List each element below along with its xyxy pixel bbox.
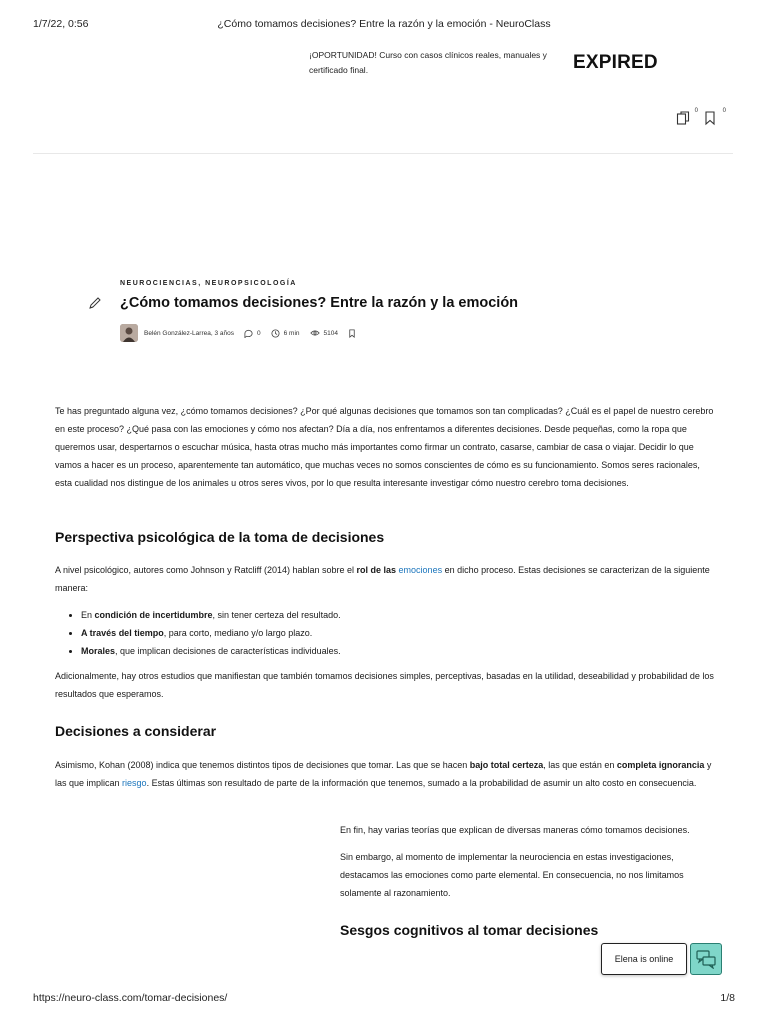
list-item: • Morales, que implican decisiones de características individuales.: [81, 642, 743, 660]
print-url: https://neuro-class.com/tomar-decisiones/: [33, 992, 228, 1004]
kohan-paragraph: Asimismo, Kohan (2008) indica que tenemos distintos tipos de decisiones que tomar. Las que se hacen bajo total certeza, las que están en completa ignorancia y las que implican riesgo. Estas últimas son resultado de parte de la información que tenemos, sumado a la probabilidad de asumir un alto costo en consecuencia.: [55, 760, 712, 788]
list-item: • En condición de incertidumbre, sin tener certeza del resultado.: [81, 606, 743, 624]
riesgo-link[interactable]: riesgo: [122, 778, 147, 788]
list-item: • A través del tiempo, para corto, mediano y/o largo plazo.: [81, 624, 743, 642]
pencil-icon: [88, 296, 102, 310]
p2-text-a: A nivel psicológico, autores como Johnson y Ratcliff (2014) hablan sobre el: [55, 565, 357, 575]
perspectiva-paragraph: [55, 561, 717, 597]
teorias-paragraph: En fin, hay varias teorías que explican de diversas maneras cómo tomamos decisiones.: [340, 825, 690, 835]
read-time: 6 min: [283, 329, 300, 337]
heading-sesgos: Sesgos cognitivos al tomar decisiones: [340, 922, 599, 938]
post-views: [310, 329, 338, 337]
post-title: ¿Cómo tomamos decisiones? Entre la razón y la emoción: [120, 295, 519, 311]
emociones-link[interactable]: emociones: [398, 565, 443, 575]
comment-icon: [244, 329, 253, 338]
author-name: Belén González-Larrea, 3 años: [144, 329, 234, 337]
chat-status-bubble[interactable]: [601, 943, 687, 975]
additional-paragraph: Adicionalmente, hay otros estudios que manifiestan que también tomamos decisiones simples, perceptivas, basadas en la utilidad, deseabilidad y probabilidad de los resultados que esperamos.: [55, 671, 714, 699]
compare-icon[interactable]: [676, 108, 698, 128]
post-categories[interactable]: NEUROCIENCIAS, NEUROPSICOLOGÍA: [120, 280, 297, 287]
chat-button[interactable]: [690, 943, 722, 975]
heading-perspectiva: Perspectiva psicológica de la toma de decisiones: [55, 529, 385, 545]
post-meta: [120, 324, 370, 342]
print-page-number: 1/8: [720, 992, 735, 1004]
comment-count: 0: [256, 329, 261, 337]
chat-status: Elena is online: [614, 954, 674, 964]
neurociencia-paragraph: Sin embargo, al momento de implementar la neurociencia en estas investigaciones, destacamos las emociones como parte elemental. En consecuencia, no nos limitamos solamente al razonamiento.: [340, 852, 684, 898]
chat-icon: [695, 949, 717, 969]
print-title: ¿Cómo tomamos decisiones? Entre la razón y la emoción - NeuroClass: [217, 18, 551, 30]
post-author[interactable]: [144, 330, 234, 337]
author-avatar[interactable]: [120, 324, 138, 342]
heading-decisiones: Decisiones a considerar: [55, 723, 217, 739]
header-actions: [676, 108, 726, 128]
promo-text[interactable]: ¡OPORTUNIDAD! Curso con casos clínicos reales, manuales y certificado final.: [309, 50, 547, 75]
bookmark-count: 0: [722, 108, 726, 114]
print-date: 1/7/22, 0:56: [33, 18, 89, 30]
p2-text-b: en dicho proceso. Estas decisiones se caracterizan de la siguiente manera:: [55, 565, 710, 593]
p2-bold: rol de las: [356, 565, 399, 575]
post-bookmark[interactable]: [348, 329, 360, 338]
bookmark-icon[interactable]: [704, 108, 726, 128]
clock-icon: [271, 329, 280, 338]
post-read-time: [271, 329, 300, 338]
compare-count: 0: [694, 108, 698, 114]
expired-badge: EXPIRED: [573, 52, 658, 73]
characteristics-list: [55, 606, 743, 660]
header-divider: [33, 153, 733, 154]
post-comments[interactable]: [244, 329, 261, 338]
bookmark-small-icon: [348, 329, 356, 338]
view-count: 5104: [323, 329, 338, 337]
eye-icon: [310, 329, 320, 337]
intro-paragraph: Te has preguntado alguna vez, ¿cómo tomamos decisiones? ¿Por qué algunas decisiones que tomamos son tan complicadas? ¿Cuál es el papel de nuestro cerebro en este proceso? ¿Qué pasa con las emociones y cómo nos afectan? Día a día, nos enfrentamos a diferentes decisiones. Desde pequeñas, como la ropa que queremos usar, despertarnos o escuchar música, hasta otras mucho más importantes como firmar un contrato, casarse, cambiar de casa o viajar. Decidir lo que vamos a hacer es un proceso, aparentemente tan automático, que muchas veces no somos conscientes de cómo es su funcionamiento. Somos seres racionales, esta cualidad nos distingue de los animales u otros seres vivos, por lo que resulta interesante investigar cómo nuestro cerebro toma decisiones.: [55, 406, 714, 488]
